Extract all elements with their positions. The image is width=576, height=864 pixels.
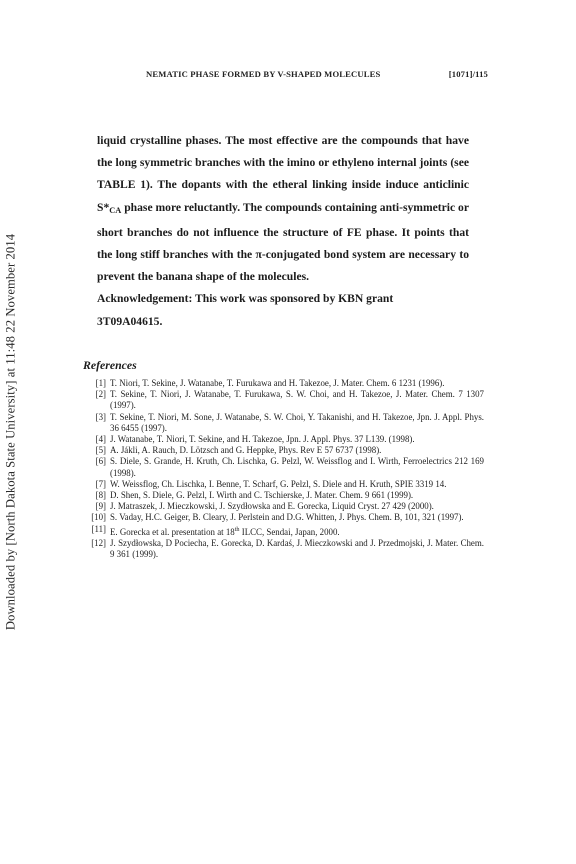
reference-item <box>84 389 484 411</box>
reference-item <box>84 538 484 560</box>
acknowledgement <box>97 288 469 332</box>
grant-number: 3T09A04615. <box>97 314 163 328</box>
reference-number: [6] <box>95 456 106 467</box>
phase-subscript: CA <box>109 205 122 215</box>
page-number: [1071]/115 <box>448 69 488 79</box>
reference-number: [12] <box>91 537 106 548</box>
acknowledgement-text: This work was sponsored by KBN grant <box>192 292 394 306</box>
reference-item <box>84 434 484 445</box>
body-paragraph-part-1: liquid crystalline phases. The most effective are the compounds that have the long symmetric branches with the imino or ethyleno internal joints (see TABLE 1). The dopants with the etheral linking inside induce anticlinic S* <box>97 134 469 214</box>
reference-item <box>84 412 484 434</box>
download-watermark-text: Downloaded by [North Dakota State University] at 11:48 22 November 2014 <box>3 233 18 631</box>
reference-number: [1] <box>95 378 106 388</box>
reference-item <box>84 445 484 456</box>
reference-number: [7] <box>95 478 106 489</box>
reference-item <box>84 378 484 389</box>
references-heading: References <box>83 358 137 372</box>
reference-item <box>84 456 484 478</box>
reference-number: [9] <box>95 501 106 512</box>
reference-number: [5] <box>95 445 106 456</box>
reference-list <box>84 378 484 560</box>
reference-item <box>84 479 484 490</box>
reference-text: W. Weissflog, Ch. Lischka, I. Benne, T. Scharf, G. Pelzl, S. Diele and H. Kruth, SPIE 3319 14. <box>110 478 447 489</box>
reference-text: D. Shen, S. Diele, G. Pelzl, I. Wirth and C. Tschierske, J. Mater. Chem. 9 661 (1999). <box>110 490 414 501</box>
reference-text: J. Szydłowska, D Pociecha, E. Gorecka, D. Kardaś, J. Mieczkowski and J. Przedmojski, J. Mater. Chem. 9 361 (1999). <box>110 537 484 560</box>
reference-item <box>84 490 484 501</box>
reference-text: J. Watanabe, T. Niori, T. Sekine, and H. Takezoe, Jpn. J. Appl. Phys. 37 L139. (1998). <box>110 434 415 445</box>
reference-text: J. Matraszek, J. Mieczkowski, J. Szydłowska and E. Gorecka, Liquid Cryst. 27 429 (2000). <box>110 501 434 512</box>
reference-item <box>84 501 484 512</box>
body-paragraph-part-2: phase more reluctantly. The compounds containing anti-symmetric or short branches do not influence the structure of FE phase. It points that the long stiff branches with the π-conjugated bond system are necessary to prevent the banana shape of the molecules. <box>97 200 469 284</box>
reference-text: S. Diele, S. Grande, H. Kruth, Ch. Lischka, G. Pelzl, W. Weissflog and I. Wirth, Ferroelectrics 212 169 (1998). <box>110 456 484 478</box>
reference-number: [11] <box>91 523 106 534</box>
reference-number: [10] <box>91 512 106 523</box>
body-paragraph <box>97 130 469 288</box>
reference-text-part-1: E. Gorecka et al. presentation at 18 <box>110 526 235 537</box>
reference-text: S. Vaday, H.C. Geiger, B. Cleary, J. Perlstein and D.G. Whitten, J. Phys. Chem. B, 101, 321 (1997). <box>110 512 464 523</box>
reference-text: T. Sekine, T. Niori, J. Watanabe, T. Furukawa, S. W. Choi, and H. Takezoe, J. Mater. Chem. 7 1307 (1997). <box>110 389 484 411</box>
reference-text-part-2: ILCC, Sendai, Japan, 2000. <box>239 526 340 537</box>
reference-text: T. Niori, T. Sekine, J. Watanabe, T. Furukawa and H. Takezoe, J. Mater. Chem. 6 1231 (1996). <box>110 378 445 388</box>
acknowledgement-label: Acknowledgement: <box>97 292 193 306</box>
reference-number: [4] <box>95 434 106 445</box>
reference-number: [8] <box>95 490 106 501</box>
reference-number: [3] <box>95 411 106 422</box>
reference-item <box>84 512 484 523</box>
reference-text: A. Jákli, A. Rauch, D. Lötzsch and G. Heppke, Phys. Rev E 57 6737 (1998). <box>110 445 382 456</box>
running-head-title: NEMATIC PHASE FORMED BY V-SHAPED MOLECULES <box>146 69 381 79</box>
reference-text: T. Sekine, T. Niori, M. Sone, J. Watanabe, S. W. Choi, Y. Takanishi, and H. Takezoe, Jpn. J. Appl. Phys. 36 6455 (1997). <box>110 411 484 433</box>
reference-number: [2] <box>95 389 106 400</box>
reference-item <box>84 524 484 538</box>
download-watermark <box>0 0 22 864</box>
body-text <box>97 130 469 333</box>
ordinal-superscript: th <box>234 525 240 533</box>
